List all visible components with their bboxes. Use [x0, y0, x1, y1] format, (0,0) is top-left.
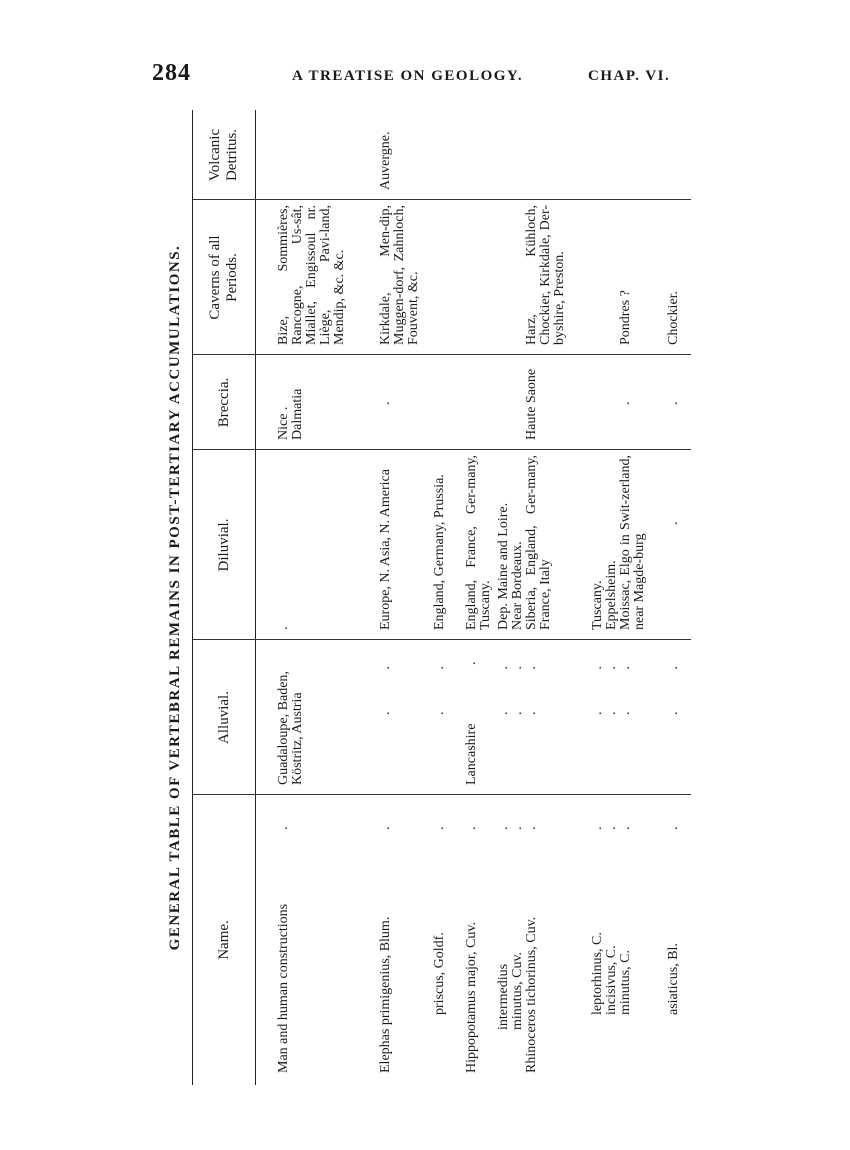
table-title: GENERAL TABLE OF VERTEBRAL REMAINS IN POST-TERTIARY ACCUMULATIONS.	[167, 244, 183, 951]
leader-dots: . .	[510, 666, 525, 715]
column-header-alluvial: Alluvial.	[215, 691, 232, 744]
row-name: Rhinoceros tichorinus, Cuv.	[524, 916, 539, 1073]
leader-dots: . .	[590, 666, 605, 715]
leader-dots: . .	[432, 666, 447, 715]
leader-dots: .	[378, 826, 393, 830]
leader-dots: .	[618, 826, 633, 830]
row-name: intermedius	[496, 963, 511, 1030]
page-header	[0, 60, 850, 94]
rotated-table-region	[160, 110, 690, 1085]
chapter-label: CHAP. VI.	[588, 68, 671, 84]
row-name: minutus, Cuv.	[510, 951, 525, 1030]
row-name: Hippopotamus major, Cuv.	[464, 922, 479, 1073]
row-breccia: Nice . Dalmatia	[276, 388, 305, 440]
column-header-name: Name.	[215, 920, 232, 960]
leader-dots: .	[464, 661, 479, 665]
column-divider	[193, 639, 691, 640]
row-name: minutus, C.	[618, 950, 633, 1015]
leader-dots: . .	[666, 666, 681, 715]
leader-dots: .	[510, 826, 525, 830]
column-header-caverns: Caverns of all Periods.	[207, 235, 240, 320]
leader-dots: . .	[378, 666, 393, 715]
row-name: asiaticus, Bl.	[666, 943, 681, 1015]
row-name: priscus, Goldf.	[432, 932, 447, 1015]
leader-dots: .	[618, 401, 633, 405]
row-name: incisivus, C.	[604, 945, 619, 1015]
row-diluvial: .	[666, 521, 681, 525]
column-divider	[193, 354, 691, 355]
leader-dots: . .	[604, 666, 619, 715]
column-divider	[193, 199, 691, 200]
row-breccia: Haute Saone	[524, 368, 539, 440]
row-diluvial: Europe, N. Asia, N. America	[378, 469, 393, 630]
column-header-diluvial: Diluvial.	[215, 518, 232, 572]
leader-dots: .	[666, 826, 681, 830]
row-caverns: Harz, Kühloch, Chockier, Kirkdale, Der-byshire, Preston.	[524, 205, 567, 345]
column-divider	[193, 794, 691, 795]
leader-dots: .	[378, 401, 393, 405]
row-diluvial: Tuscany.	[590, 580, 605, 630]
leader-dots: .	[464, 826, 479, 830]
row-diluvial: England, Germany, Prussia.	[432, 474, 447, 630]
row-name: Elephas primigenius, Blum.	[378, 916, 393, 1073]
header-rule	[255, 110, 256, 1085]
leader-dots: .	[524, 826, 539, 830]
running-title: A TREATISE ON GEOLOGY.	[292, 68, 524, 84]
column-header-volcanic: Volcanic Detritus.	[207, 128, 240, 182]
leader-dots: .	[604, 826, 619, 830]
page-number: 284	[152, 60, 191, 86]
column-divider	[193, 449, 691, 450]
row-diluvial: Siberia, England, Ger-many, France, Italy	[524, 455, 553, 630]
row-diluvial: England, France, Ger-many, Tuscany.	[464, 455, 493, 630]
vertebral-remains-table	[192, 110, 691, 1085]
leader-dots: .	[496, 826, 511, 830]
row-name: Man and human constructions	[276, 903, 291, 1073]
row-diluvial: Near Bordeaux.	[510, 541, 525, 630]
row-diluvial: Moissac, Elgo in Swit-zerland, near Magde-burg	[618, 455, 647, 630]
row-caverns: Bize, Sommières, Rancogne, Us-sât, Miallet, Engissoul nr. Liège, Pavi-land, Mendip, &c. &c.	[276, 205, 347, 345]
leader-dots: .	[666, 401, 681, 405]
row-volcanic: Auvergne.	[378, 131, 393, 190]
leader-dots: .	[590, 826, 605, 830]
column-header-breccia: Breccia.	[215, 377, 232, 428]
row-name: leptorhinus, C.	[590, 932, 605, 1015]
row-diluvial: Dep. Maine and Loire.	[496, 502, 511, 630]
leader-dots: .	[276, 826, 291, 830]
row-alluvial: Lancashire	[464, 723, 479, 785]
row-diluvial: Eppelsheim.	[604, 560, 619, 630]
leader-dots: . .	[618, 666, 633, 715]
row-caverns: Chockier.	[666, 290, 681, 345]
row-caverns: Kirkdale, Men-dip, Muggen-dorf, Zahnloch, Fouvent, &c.	[378, 205, 421, 345]
row-diluvial: .	[276, 626, 291, 630]
leader-dots: . .	[496, 666, 511, 715]
leader-dots: . .	[524, 666, 539, 715]
leader-dots: .	[432, 826, 447, 830]
row-caverns: Pondres ?	[618, 290, 633, 345]
row-alluvial: Guadaloupe, Baden, Köstritz, Austria	[276, 671, 305, 785]
